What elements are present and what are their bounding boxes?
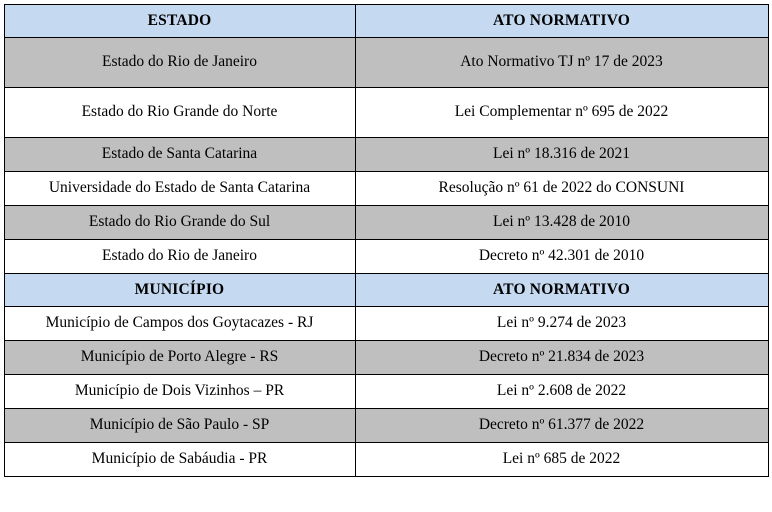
- table-row: [4, 375, 768, 409]
- act-cell: Lei nº 2.608 de 2022: [355, 375, 768, 409]
- table-row: [4, 88, 768, 138]
- act-cell: Decreto nº 42.301 de 2010: [355, 240, 768, 274]
- table-row: [4, 138, 768, 172]
- act-cell: Lei nº 18.316 de 2021: [355, 138, 768, 172]
- table-header-row-estado: [4, 5, 768, 38]
- entity-cell: Município de São Paulo - SP: [4, 409, 355, 443]
- act-cell: Lei nº 685 de 2022: [355, 443, 768, 477]
- table-header-row-municipio: [4, 274, 768, 307]
- table-row: [4, 38, 768, 88]
- entity-cell: Estado de Santa Catarina: [4, 138, 355, 172]
- entity-cell: Município de Sabáudia - PR: [4, 443, 355, 477]
- table-row: [4, 172, 768, 206]
- act-cell: Decreto nº 61.377 de 2022: [355, 409, 768, 443]
- act-cell: Decreto nº 21.834 de 2023: [355, 341, 768, 375]
- table-row: [4, 341, 768, 375]
- normative-acts-table: [4, 4, 769, 477]
- entity-cell: Estado do Rio de Janeiro: [4, 240, 355, 274]
- entity-cell: Universidade do Estado de Santa Catarina: [4, 172, 355, 206]
- act-cell: Ato Normativo TJ nº 17 de 2023: [355, 38, 768, 88]
- column-header-municipio: MUNICÍPIO: [4, 274, 355, 307]
- entity-cell: Município de Dois Vizinhos – PR: [4, 375, 355, 409]
- act-cell: Lei nº 9.274 de 2023: [355, 307, 768, 341]
- column-header-ato-normativo: ATO NORMATIVO: [355, 5, 768, 38]
- table-row: [4, 240, 768, 274]
- table-row: [4, 443, 768, 477]
- column-header-ato-normativo-municipio: ATO NORMATIVO: [355, 274, 768, 307]
- entity-cell: Estado do Rio de Janeiro: [4, 38, 355, 88]
- act-cell: Lei Complementar nº 695 de 2022: [355, 88, 768, 138]
- entity-cell: Município de Porto Alegre - RS: [4, 341, 355, 375]
- table-row: [4, 409, 768, 443]
- act-cell: Resolução nº 61 de 2022 do CONSUNI: [355, 172, 768, 206]
- table-row: [4, 206, 768, 240]
- table-row: [4, 307, 768, 341]
- entity-cell: Estado do Rio Grande do Norte: [4, 88, 355, 138]
- column-header-estado: ESTADO: [4, 5, 355, 38]
- entity-cell: Estado do Rio Grande do Sul: [4, 206, 355, 240]
- entity-cell: Município de Campos dos Goytacazes - RJ: [4, 307, 355, 341]
- act-cell: Lei nº 13.428 de 2010: [355, 206, 768, 240]
